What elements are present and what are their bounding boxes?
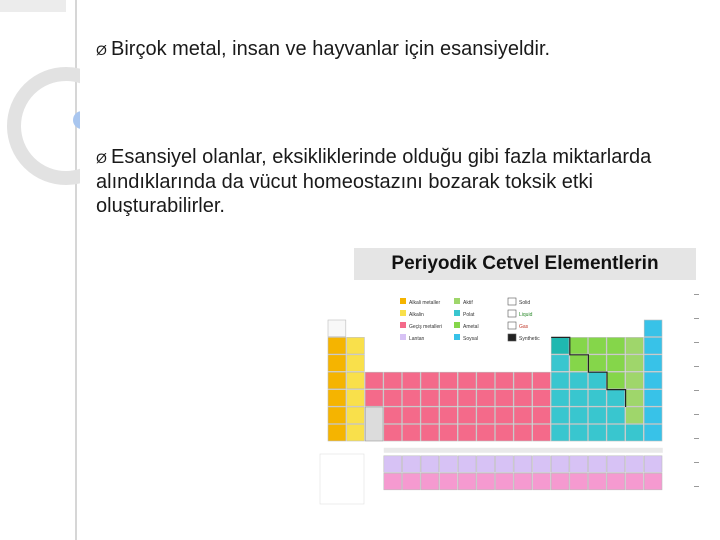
actinide-cell <box>626 473 644 490</box>
state-legend-label: Synthetic <box>519 336 540 342</box>
element-cell <box>421 390 439 407</box>
lanthanide-cell <box>440 456 458 473</box>
element-cell <box>551 337 569 354</box>
legend-swatch <box>400 322 406 328</box>
state-legend-box <box>508 322 516 329</box>
legend-swatch <box>454 334 460 340</box>
element-cell <box>533 372 551 389</box>
element-cell <box>570 337 588 354</box>
element-cell <box>533 407 551 424</box>
lanthanide-cell <box>477 456 495 473</box>
element-cell <box>458 407 476 424</box>
actinide-cell <box>514 473 532 490</box>
legend-label: Lantan <box>409 336 425 342</box>
element-cell <box>440 372 458 389</box>
lanthanide-cell <box>495 456 513 473</box>
element-cell <box>607 407 625 424</box>
element-cell <box>607 424 625 441</box>
lanthanide-cell <box>644 456 662 473</box>
element-cell <box>570 407 588 424</box>
element-cell <box>495 372 513 389</box>
actinide-cell <box>384 473 402 490</box>
element-cell <box>570 390 588 407</box>
element-cell <box>626 372 644 389</box>
element-cell <box>365 390 383 407</box>
element-cell <box>588 407 606 424</box>
element-cell <box>570 424 588 441</box>
actinide-cell <box>588 473 606 490</box>
legend-label: Aktif <box>463 300 473 306</box>
bullet-2-text: Esansiyel olanlar, eksikliklerinde olduğu gibi fazla miktarlarda alındıklarında da vücut homeostazını bozarak toksik etki oluşturabilirler. <box>96 146 652 217</box>
actinide-cell <box>458 473 476 490</box>
element-cell <box>421 372 439 389</box>
element-cell <box>328 390 346 407</box>
legend-swatch <box>400 334 406 340</box>
element-cell <box>347 355 365 372</box>
actinide-cell <box>402 473 420 490</box>
actinide-cell <box>607 473 625 490</box>
state-legend-box <box>508 334 516 341</box>
legend-label: Polat <box>463 312 475 318</box>
lanthanide-cell <box>384 456 402 473</box>
decorative-band <box>0 0 80 540</box>
scale-tick <box>694 342 699 343</box>
scale-tick <box>694 294 699 295</box>
element-cell <box>402 424 420 441</box>
element-cell <box>514 372 532 389</box>
lanthanide-cell <box>570 456 588 473</box>
element-cell <box>402 390 420 407</box>
element-cell <box>626 355 644 372</box>
actinide-cell <box>440 473 458 490</box>
state-legend-label: Solid <box>519 300 531 306</box>
lanthanide-cell <box>402 456 420 473</box>
lanthanide-cell <box>514 456 532 473</box>
scale-tick <box>694 462 699 463</box>
element-cell <box>347 424 365 441</box>
element-cell <box>458 424 476 441</box>
state-legend-label: Gas <box>519 324 529 330</box>
element-cell <box>607 390 625 407</box>
lanthanide-cell <box>626 456 644 473</box>
f-block-header-strip <box>384 448 663 453</box>
element-cell <box>347 337 365 354</box>
element-cell <box>477 424 495 441</box>
element-cell <box>402 372 420 389</box>
element-cell <box>514 424 532 441</box>
periodic-table-image <box>318 242 704 508</box>
actinide-cell <box>570 473 588 490</box>
element-cell <box>347 390 365 407</box>
scale-tick <box>694 414 699 415</box>
element-cell <box>514 407 532 424</box>
lanthanide-cell <box>458 456 476 473</box>
actinide-cell <box>477 473 495 490</box>
legend-label: Ametal <box>463 324 479 330</box>
element-cell <box>514 390 532 407</box>
legend-swatch <box>400 298 406 304</box>
element-cell <box>328 320 346 337</box>
element-cell <box>626 337 644 354</box>
element-cell <box>458 390 476 407</box>
element-cell <box>551 407 569 424</box>
element-cell <box>384 424 402 441</box>
element-cell <box>626 424 644 441</box>
element-cell <box>495 390 513 407</box>
actinide-cell <box>495 473 513 490</box>
element-cell <box>477 372 495 389</box>
element-cell <box>588 424 606 441</box>
periodic-table-title: Periyodik Cetvel Elementlerin <box>391 253 659 274</box>
element-cell <box>328 424 346 441</box>
f-block-placeholder <box>365 407 383 441</box>
legend-label: Alkalin <box>409 312 424 318</box>
element-cell <box>347 372 365 389</box>
element-cell <box>495 407 513 424</box>
lanthanide-cell <box>607 456 625 473</box>
periodic-table-graphic <box>318 242 704 508</box>
bullet-1 <box>96 37 706 62</box>
element-cell <box>365 372 383 389</box>
scale-tick <box>694 366 699 367</box>
legend-swatch <box>454 310 460 316</box>
scale-tick <box>694 486 699 487</box>
state-legend-box <box>508 310 516 317</box>
lanthanide-cell <box>533 456 551 473</box>
element-cell <box>347 407 365 424</box>
element-cell <box>440 407 458 424</box>
element-cell <box>551 390 569 407</box>
info-note-box <box>320 454 364 504</box>
scale-tick <box>694 438 699 439</box>
element-cell <box>644 424 662 441</box>
element-cell <box>458 372 476 389</box>
element-cell <box>626 390 644 407</box>
element-cell <box>440 424 458 441</box>
arrow-bullet-icon: Ø <box>96 150 107 166</box>
element-cell <box>644 320 662 337</box>
element-cell <box>570 355 588 372</box>
actinide-cell <box>644 473 662 490</box>
legend-swatch <box>454 298 460 304</box>
legend-swatch <box>400 310 406 316</box>
element-cell <box>421 424 439 441</box>
element-cell <box>533 424 551 441</box>
element-cell <box>644 407 662 424</box>
element-cell <box>588 337 606 354</box>
element-cell <box>588 390 606 407</box>
element-cell <box>384 407 402 424</box>
element-cell <box>607 355 625 372</box>
element-cell <box>402 407 420 424</box>
arrow-bullet-icon: Ø <box>96 42 107 58</box>
element-cell <box>644 372 662 389</box>
lanthanide-cell <box>421 456 439 473</box>
lanthanide-cell <box>551 456 569 473</box>
legend-swatch <box>454 322 460 328</box>
element-cell <box>328 355 346 372</box>
element-cell <box>328 337 346 354</box>
bullet-1-text: Birçok metal, insan ve hayvanlar için esansiyeldir. <box>111 38 551 60</box>
element-cell <box>384 372 402 389</box>
element-cell <box>551 355 569 372</box>
scale-tick <box>694 318 699 319</box>
element-cell <box>495 424 513 441</box>
element-cell <box>570 372 588 389</box>
element-cell <box>533 390 551 407</box>
element-cell <box>588 355 606 372</box>
state-legend-label: Liquid <box>519 312 533 318</box>
element-cell <box>644 355 662 372</box>
element-cell <box>607 337 625 354</box>
element-cell <box>477 407 495 424</box>
element-cell <box>328 407 346 424</box>
state-legend-box <box>508 298 516 305</box>
element-cell <box>607 372 625 389</box>
bullet-2 <box>96 145 711 218</box>
legend-label: Geçiş metalleri <box>409 324 443 330</box>
element-cell <box>644 390 662 407</box>
legend-label: Alkali metaller <box>409 300 441 306</box>
element-cell <box>551 424 569 441</box>
element-cell <box>328 372 346 389</box>
actinide-cell <box>551 473 569 490</box>
lanthanide-cell <box>588 456 606 473</box>
element-cell <box>477 390 495 407</box>
element-cell <box>440 390 458 407</box>
actinide-cell <box>421 473 439 490</box>
element-cell <box>644 337 662 354</box>
element-cell <box>384 390 402 407</box>
scale-tick <box>694 390 699 391</box>
legend-label: Soysal <box>463 336 479 342</box>
element-cell <box>551 372 569 389</box>
element-cell <box>626 407 644 424</box>
actinide-cell <box>533 473 551 490</box>
element-cell <box>421 407 439 424</box>
element-cell <box>588 372 606 389</box>
